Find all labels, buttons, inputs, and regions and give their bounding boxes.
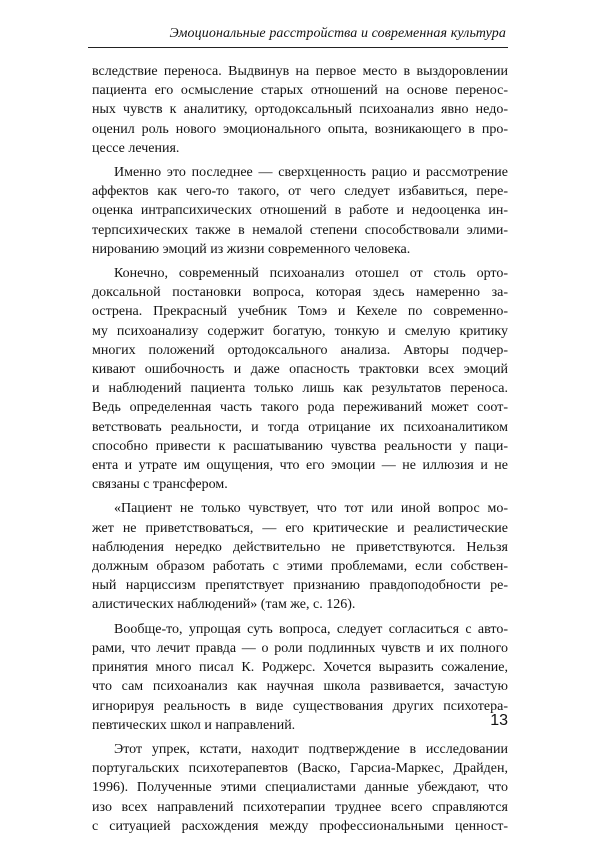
text-line: алистических наблюдений» (там же, с. 126). (92, 597, 356, 613)
page-number: 13 (490, 712, 508, 729)
text-line: ента и утрате им ощущения, что его эмоции — не иллюзия и не (92, 458, 508, 474)
text-line: изо всех направлений психотерапии труднее всего справляются (92, 799, 508, 815)
text-line: цессе лечения. (92, 140, 180, 156)
paragraph (92, 163, 508, 259)
text-line: наблюдения нередко действительно не приветствуются. Нельзя (92, 539, 508, 555)
text-line: что сам психоанализ как научная школа развивается, зачастую (92, 679, 508, 695)
text-line: Ведь определенная часть такого рода переживаний может соот- (92, 400, 508, 416)
text-line: многих положений ортодоксального анализа. Авторы подчер- (92, 342, 508, 358)
paragraph (92, 620, 508, 735)
paragraph-quote (92, 499, 508, 614)
text-line: оценил роль нового эмоционального опыта, возникающего в про- (92, 121, 508, 137)
text-line: рами, что лечит правда — о роли подлинных чувств и их полного (92, 640, 508, 656)
text-line: 1996). Полученные этими специалистами данные убеждают, что (92, 780, 508, 796)
text-line: аффектов как чего-то такого, от чего следует избавиться, пере- (92, 184, 508, 200)
text-line: доксальной постановки вопроса, которая здесь намеренно за- (92, 285, 508, 301)
text-line: ных чувств к аналитику, ортодоксальный психоанализ явно недо- (92, 102, 508, 118)
paragraph (92, 740, 508, 836)
text-line: кивают ошибочность и даже опасность трактовки всех эмоций (92, 362, 508, 378)
text-line: пациента его осмысление старых отношений на основе перенос- (92, 83, 508, 99)
text-line: Именно это последнее — сверхценность рацио и рассмотрение (114, 165, 508, 181)
text-line: жет не приветствоваться, — его критические и реалистические (92, 520, 508, 536)
header-rule (88, 47, 508, 48)
text-line: и наблюдений пациента только лишь как результатов переноса. (92, 381, 508, 397)
text-line: должным образом работать с этими проблемами, если собствен- (92, 559, 508, 575)
running-header-title: Эмоциональные расстройства и современная культура (169, 26, 506, 41)
text-line: с ситуацией расхождения между профессиональными ценност- (92, 818, 508, 834)
text-line: оценка интрапсихических отношений в работе и недооценка ин- (92, 203, 508, 219)
text-line: португальских психотерапевтов (Васко, Гарсиа-Маркес, Драйден, (92, 761, 508, 777)
text-line: Этот упрек, кстати, находит подтверждение в исследовании (114, 741, 508, 757)
text-line: нированию эмоций из жизни современного человека. (92, 241, 411, 257)
text-line: связаны с трансфером. (92, 477, 228, 493)
paragraph (92, 264, 508, 494)
text-line: ветствовать реальности, и тогда отрицание их психоаналитиком (92, 419, 508, 435)
page-body (92, 62, 508, 841)
text-line: ный нарциссизм препятствует признанию правдоподобности ре- (92, 578, 508, 594)
running-header (88, 22, 508, 46)
text-line: вследствие переноса. Выдвинув на первое место в выздоровлении (92, 64, 508, 79)
text-line: му психоанализу содержит богатую, тонкую и смелую критику (92, 323, 508, 339)
text-line: певтических школ и направлений. (92, 717, 296, 733)
text-line: терпсихических также в немалой степени способствовали элими- (92, 222, 508, 238)
text-line: принятия много писал К. Роджерс. Хочется выразить сожаление, (92, 660, 508, 676)
text-line: Вообще-то, упрощая суть вопроса, следует согласиться с авто- (114, 621, 508, 637)
text-line: острена. Прекрасный учебник Томэ и Кехеле по современно- (92, 304, 508, 320)
paragraph (92, 62, 508, 158)
text-line: «Пациент не только чувствует, что тот или иной вопрос мо- (114, 501, 508, 517)
text-line: способно привести к расшатыванию чувства реальности у паци- (92, 438, 508, 454)
text-line: игнорируя реальность в виде существования других психотера- (92, 698, 508, 714)
text-line: Конечно, современный психоанализ отошел от столь орто- (114, 266, 508, 282)
